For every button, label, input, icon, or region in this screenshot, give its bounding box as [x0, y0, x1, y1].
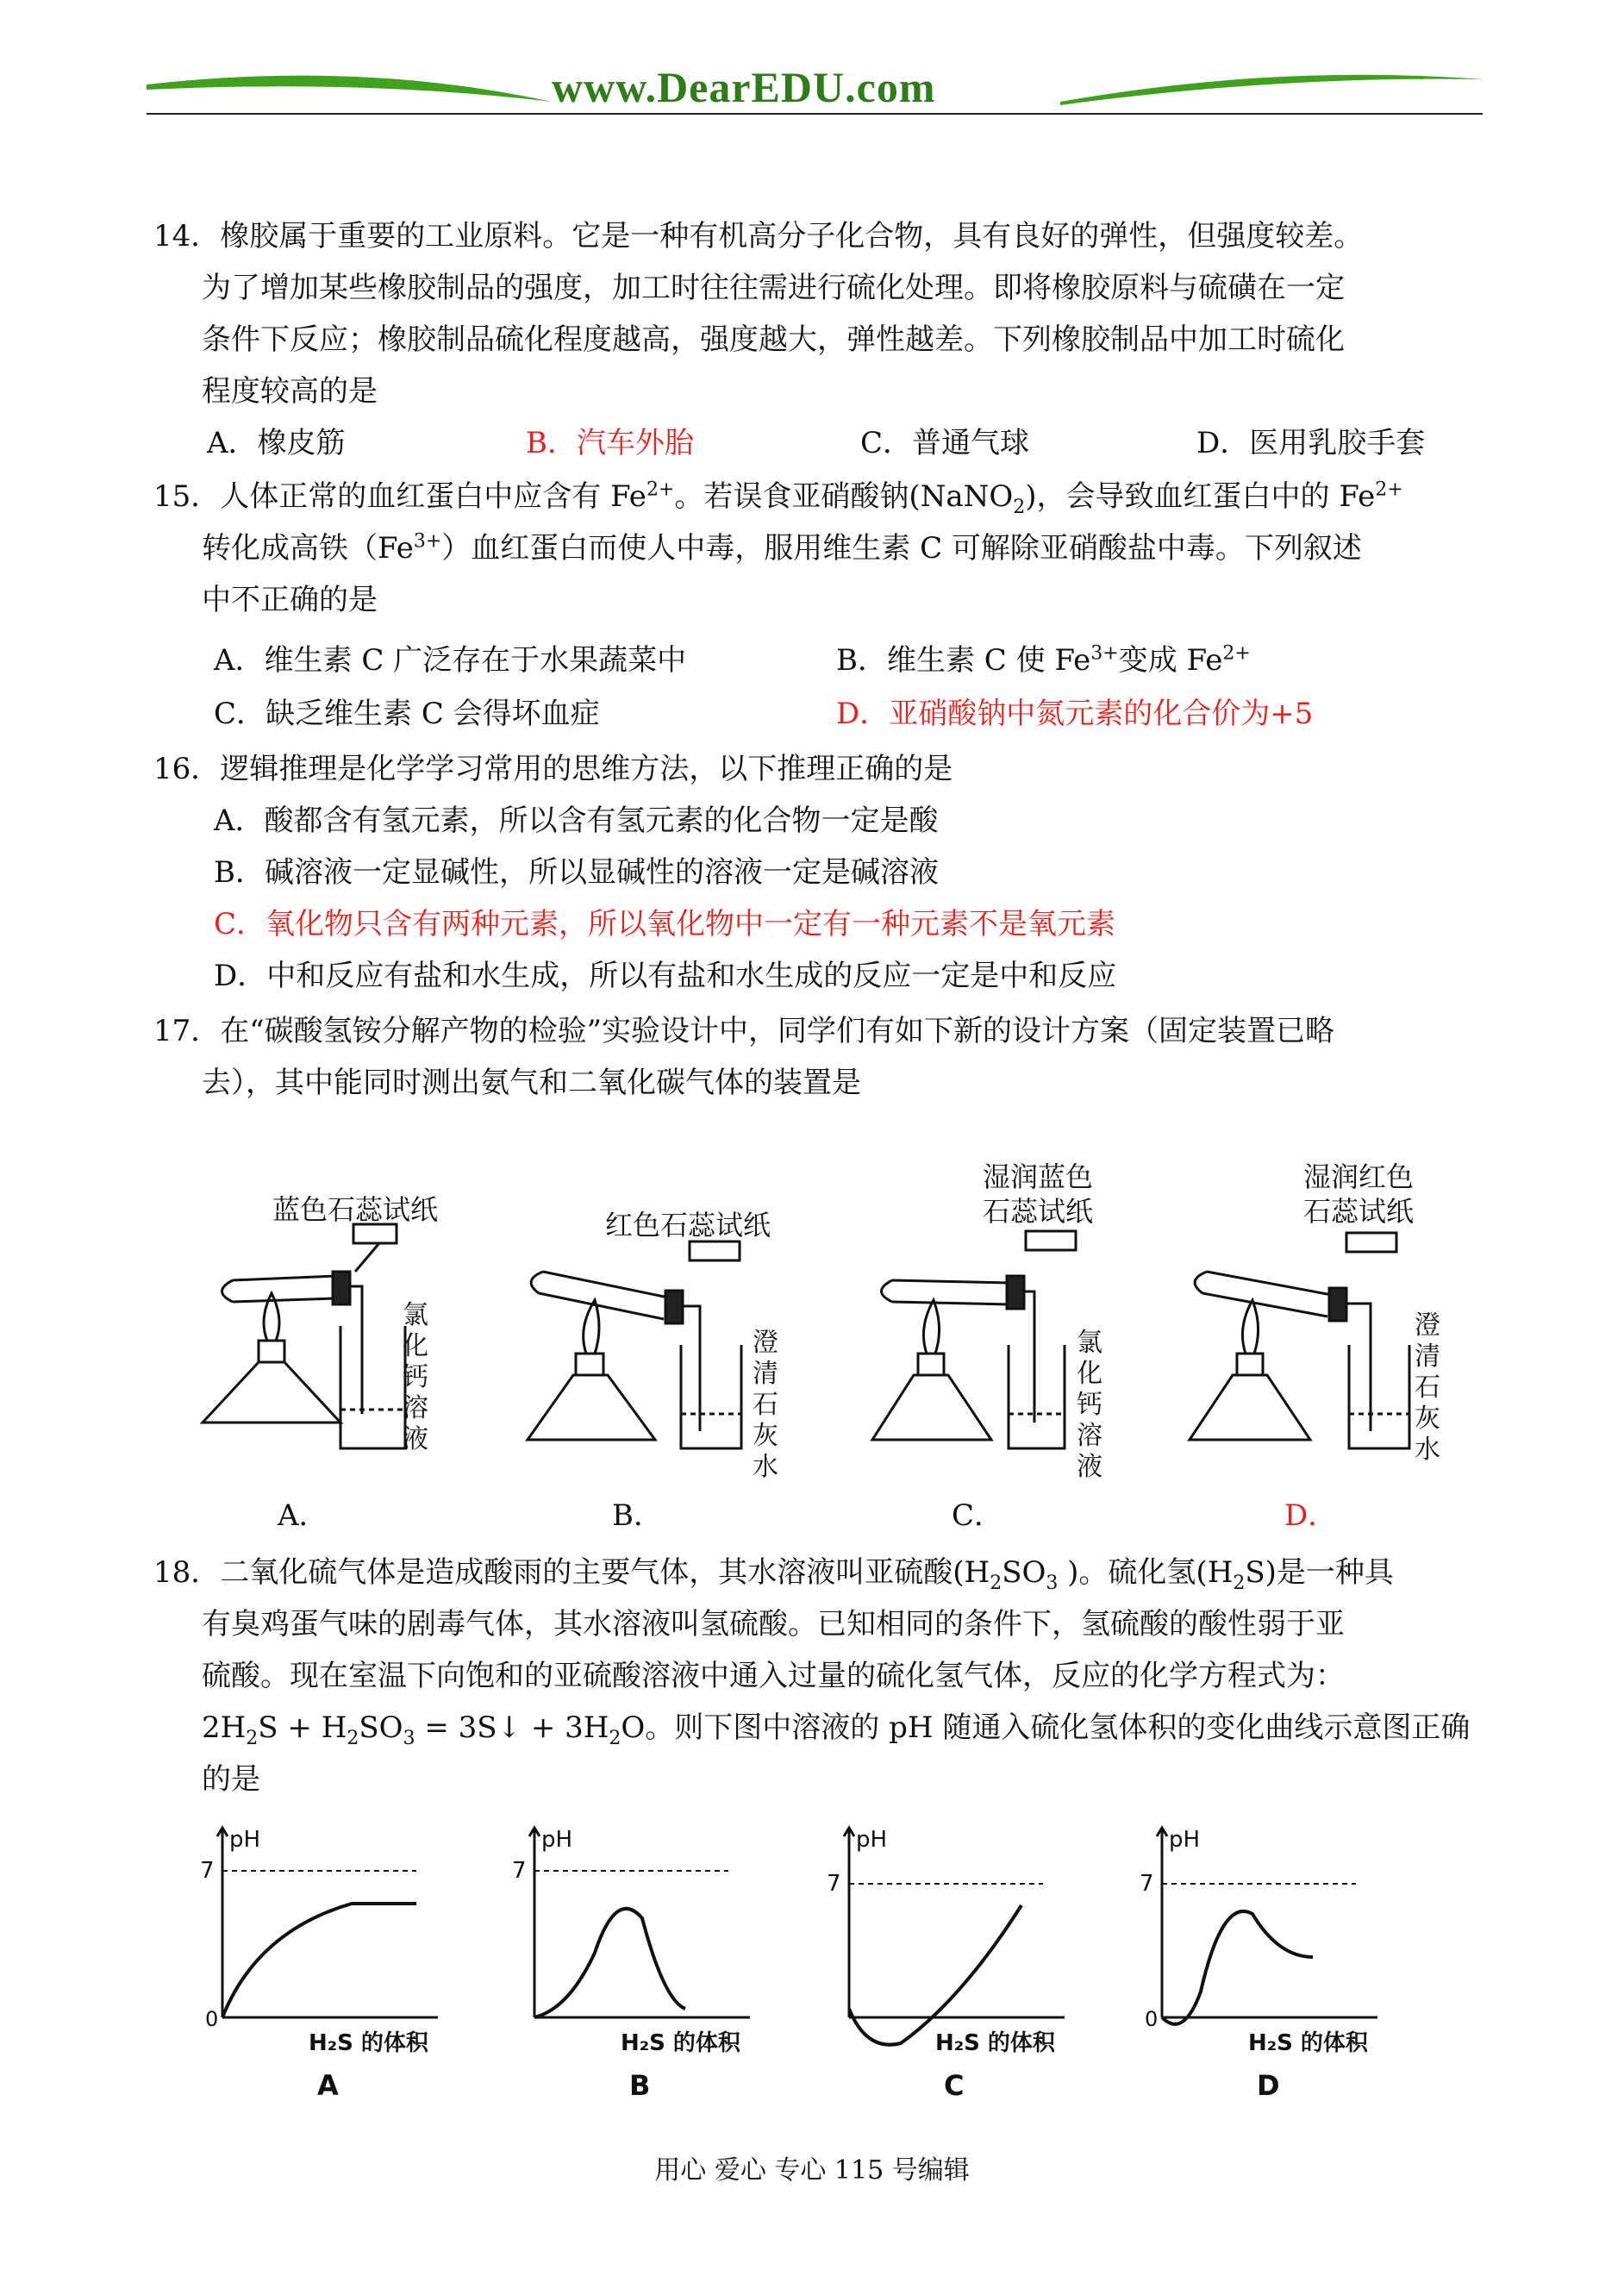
question-17	[153, 1005, 1498, 1109]
y-tick-7: 7	[200, 1858, 215, 1884]
q14-line1: 14．橡胶属于重要的工业原料。它是一种有机高分子化合物，具有良好的弹性，但强度较差。	[153, 219, 1364, 253]
chart-caption: A	[317, 2069, 339, 2102]
fig-a-liquid-label: 氯化钙溶液	[403, 1300, 428, 1454]
y-axis-label: pH	[856, 1827, 888, 1853]
q17-line2: 去），其中能同时测出氨气和二氧化碳气体的装置是	[202, 1066, 861, 1100]
fig-c-liquid-label: 氯化钙溶液	[1077, 1328, 1102, 1482]
q18-line1: 18．二氧化硫气体是造成酸雨的主要气体，其水溶液叫亚硫酸($H_2SO_3$ )。硫化氢$(H_2S)$是一种具	[153, 1555, 1394, 1594]
y-tick-7: 7	[827, 1871, 841, 1897]
chart-caption: C	[944, 2069, 965, 2102]
fig-d-paper-label-1: 湿润红色	[1303, 1160, 1415, 1193]
fig-b-paper-label: 红色石蕊试纸	[605, 1209, 771, 1241]
apparatus-d	[1190, 1233, 1409, 1448]
y-axis-label: pH	[541, 1827, 573, 1853]
q14-line2: 为了增加某些橡胶制品的强度，加工时往往需进行硫化处理。即将橡胶原料与硫磺在一定	[202, 271, 1345, 305]
q14-line4: 程度较高的是	[202, 374, 378, 409]
x-axis-label: H₂S 的体积	[621, 2030, 740, 2056]
fig-d-paper-label-2: 石蕊试纸	[1303, 1195, 1415, 1228]
q15-option-b: B．维生素 C 使 $Fe^{3+}$变成 $Fe^{2+}$	[836, 642, 1251, 678]
fig-a-caption: A．	[278, 1498, 328, 1533]
ph-chart-c	[827, 1827, 1065, 2102]
apparatus-b	[528, 1241, 741, 1448]
y-axis-label: pH	[1169, 1827, 1201, 1853]
q18-line4: $2H_2S + H_2SO_3$ = 3S↓ + $3H_2O$。则下图中溶液的 pH 随通入硫化氢体积的变化曲线示意图正确	[202, 1710, 1471, 1749]
q16-option-b: B．碱溶液一定显碱性，所以显碱性的溶液一定是碱溶液	[214, 855, 939, 890]
ph-charts	[0, 1810, 1624, 2102]
q16-stem: 16．逻辑推理是化学学习常用的思维方法，以下推理正确的是	[153, 752, 953, 786]
question-16	[153, 743, 1498, 795]
q14-option-c: C．普通气球	[860, 426, 1030, 460]
x-axis-label: H₂S 的体积	[1248, 2030, 1368, 2056]
chart-caption: B	[629, 2069, 651, 2102]
ph-curve	[1162, 1911, 1313, 2024]
q16-option-d: D．中和反应有盐和水生成，所以有盐和水生成的反应一定是中和反应	[214, 959, 1117, 993]
ph-curve	[534, 1909, 685, 2017]
q14-line3: 条件下反应；橡胶制品硫化程度越高，强度越大，弹性越差。下列橡胶制品中加工时硫化	[202, 322, 1345, 357]
fig-d-caption: D．	[1284, 1498, 1338, 1533]
q15-option-c: C．缺乏维生素 C 会得坏血症	[214, 697, 600, 731]
apparatus-figures	[0, 1190, 1624, 1535]
fig-b-caption: B．	[612, 1498, 663, 1533]
ph-chart-d	[1140, 1827, 1377, 2102]
ph-curve	[222, 1904, 416, 2017]
q15-line2: 转化成高铁$(Fe^{3+})$血红蛋白而使人中毒，服用维生素 C 可解除亚硝酸盐中毒。下列叙述	[202, 530, 1362, 566]
apparatus-a	[203, 1224, 405, 1448]
question-14	[153, 210, 1498, 417]
q14-option-b: B．汽车外胎	[526, 426, 694, 460]
site-logo-text: www.DearEDU.com	[552, 63, 936, 111]
fig-c-caption: C．	[952, 1498, 1004, 1533]
fig-c-paper-label-2: 石蕊试纸	[983, 1195, 1094, 1228]
origin-label: 0	[205, 2007, 219, 2031]
q18-line2: 有臭鸡蛋气味的剧毒气体，其水溶液叫氢硫酸。已知相同的条件下，氢硫酸的酸性弱于亚	[202, 1607, 1345, 1642]
q15-option-d: D．亚硝酸钠中氮元素的化合价为+5	[836, 697, 1314, 731]
ph-curve	[849, 1905, 1021, 2045]
page-header	[0, 0, 1624, 129]
q15-line3: 中不正确的是	[202, 583, 378, 617]
apparatus-c	[872, 1231, 1076, 1448]
q18-line3: 硫酸。现在室温下向饱和的亚硫酸溶液中通入过量的硫化氢气体，反应的化学方程式为：	[202, 1659, 1345, 1693]
origin-label: 0	[1145, 2007, 1159, 2031]
ph-chart-a	[200, 1827, 438, 2102]
y-tick-7: 7	[1140, 1871, 1154, 1897]
y-tick-7: 7	[512, 1858, 527, 1884]
q14-option-d: D．医用乳胶手套	[1196, 426, 1426, 460]
fig-b-liquid-label: 澄清石灰水	[753, 1328, 778, 1482]
chart-caption: D	[1257, 2069, 1280, 2102]
x-axis-label: H₂S 的体积	[309, 2030, 428, 2056]
y-axis-label: pH	[229, 1827, 261, 1853]
page-footer: 用心 爱心 专心 115 号编辑	[654, 2155, 970, 2186]
q18-line5: 的是	[202, 1762, 260, 1797]
q15-option-a: A．维生素 C 广泛存在于水果蔬菜中	[214, 643, 687, 678]
x-axis-label: H₂S 的体积	[935, 2030, 1055, 2056]
q16-option-a: A．酸都含有氢元素，所以含有氢元素的化合物一定是酸	[214, 804, 939, 838]
q16-option-c: C．氧化物只含有两种元素，所以氧化物中一定有一种元素不是氧元素	[214, 907, 1116, 941]
question-15	[153, 471, 1498, 626]
q15-line1: 15．人体正常的血红蛋白中应含有 $Fe^{2+}$。若误食亚硝酸钠(NaNO$_2$)，会导致血红蛋白中的 $Fe^{2+}$	[153, 478, 1403, 518]
fig-a-paper-label: 蓝色石蕊试纸	[272, 1193, 439, 1226]
fig-c-paper-label-1: 湿润蓝色	[983, 1160, 1094, 1193]
fig-d-liquid-label: 澄清石灰水	[1415, 1310, 1440, 1465]
ph-chart-b	[512, 1827, 750, 2102]
question-18	[153, 1547, 1498, 1805]
q17-line1: 17．在“碳酸氢铵分解产物的检验”实验设计中，同学们有如下新的设计方案（固定装置已略	[153, 1014, 1335, 1048]
q14-option-a: A．橡皮筋	[207, 426, 346, 460]
